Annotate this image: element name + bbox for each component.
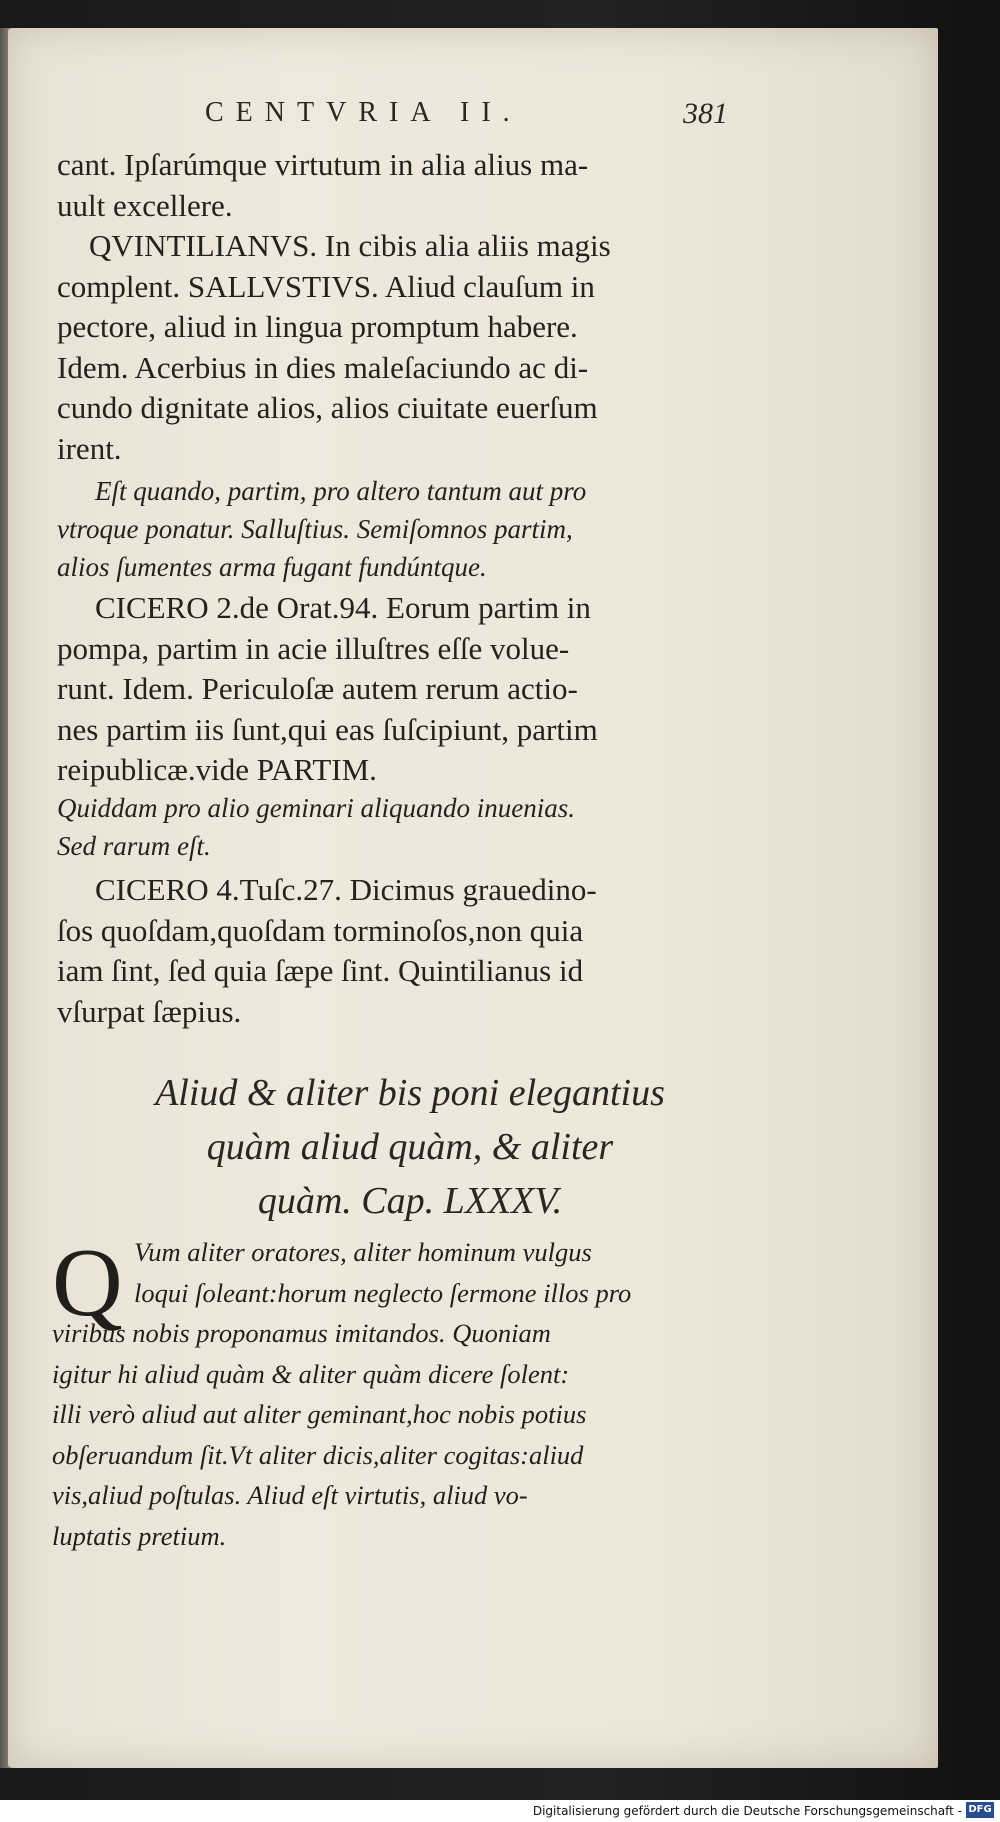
- text-line: QVINTILIANVS. In cibis alia aliis magis: [89, 228, 611, 263]
- text-line: luptatis pretium.: [52, 1520, 227, 1551]
- text-line: CICERO 4.Tuſc.27. Dicimus grauedino-: [95, 872, 597, 907]
- text-line: viribus nobis proponamus imitandos. Quoniam: [52, 1318, 551, 1348]
- text-line: pompa, partim in acie illuſtres eſſe volue-: [57, 630, 570, 666]
- text-line: Vum aliter oratores, aliter hominum vulgus: [134, 1237, 592, 1267]
- text-line: runt. Idem. Periculoſæ autem rerum actio-: [57, 671, 578, 707]
- text-line: obſeruandum ſit.Vt aliter dicis,aliter cogitas:aliud: [52, 1439, 584, 1470]
- paragraph-cicero-tusc: [57, 870, 737, 1032]
- paragraph-rule-partim: [57, 472, 737, 586]
- text-line: vtroque ponatur. Salluſtius. Semiſomnos partim,: [57, 514, 573, 544]
- paragraph-continuation: [57, 145, 737, 226]
- paragraph-cicero-orat: [57, 588, 737, 791]
- text-line: loqui ſoleant:horum neglecto ſermone illos pro: [134, 1277, 632, 1308]
- text-line: Idem. Acerbius in dies maleſaciundo ac di-: [57, 349, 589, 385]
- paragraph-quintilianus: [57, 226, 737, 470]
- text-line: Quiddam pro alio geminari aliquando inuenias.: [57, 793, 575, 823]
- chapter-heading: [60, 1066, 760, 1228]
- text-line: igitur hi aliud quàm & aliter quàm dicere ſolent:: [52, 1358, 570, 1389]
- text-line: cundo dignitate alios, alios ciuitate euerſum: [57, 390, 598, 426]
- paragraph-rule-geminari: [57, 789, 737, 865]
- text-line: iam ſint, ſed quia ſæpe ſint. Quintilianus id: [57, 953, 584, 989]
- text-line: uult excellere.: [57, 187, 233, 223]
- text-line: irent.: [57, 430, 122, 466]
- text-line: reipublicæ.vide PARTIM.: [57, 752, 377, 788]
- text-line: Sed rarum eſt.: [57, 831, 211, 861]
- text-line: Eſt quando, partim, pro altero tantum aut pro: [95, 476, 587, 506]
- funding-credit: Digitalisierung gefördert durch die Deutsche Forschungsgemeinschaft -: [532, 1804, 962, 1818]
- chapter-heading-line: Aliud & aliter bis poni elegantius: [155, 1072, 665, 1114]
- text-line: illi verò aliud aut aliter geminant,hoc nobis potius: [52, 1399, 587, 1429]
- text-line: complent. SALLVSTIVS. Aliud clauſum in: [57, 268, 595, 304]
- text-line: cant. Ipſarúmque virtutum in alia alius ma-: [57, 147, 589, 182]
- chapter-heading-line: quàm. Cap. LXXXV.: [257, 1180, 563, 1222]
- text-line: ſos quoſdam,quoſdam torminoſos,non quia: [57, 912, 584, 948]
- text-line: pectore, aliud in lingua promptum habere.: [57, 309, 578, 345]
- drop-capital: Q: [52, 1229, 123, 1337]
- page-number: 381: [683, 97, 728, 130]
- text-line: nes partim iis ſunt,qui eas ſuſcipiunt, partim: [57, 711, 598, 747]
- chapter-body: [52, 1229, 732, 1556]
- text-line: CICERO 2.de Orat.94. Eorum partim in: [95, 590, 591, 625]
- text-line: alios ſumentes arma fugant fundúntque.: [57, 552, 487, 582]
- text-line: vis,aliud poſtulas. Aliud eſt virtutis, aliud vo-: [52, 1480, 528, 1510]
- running-title: CENTVRIA II.: [205, 97, 522, 128]
- text-line: vſurpat ſæpius.: [57, 993, 242, 1029]
- chapter-heading-line: quàm aliud quàm, & aliter: [206, 1126, 614, 1168]
- dfg-logo: DFG: [966, 1802, 994, 1818]
